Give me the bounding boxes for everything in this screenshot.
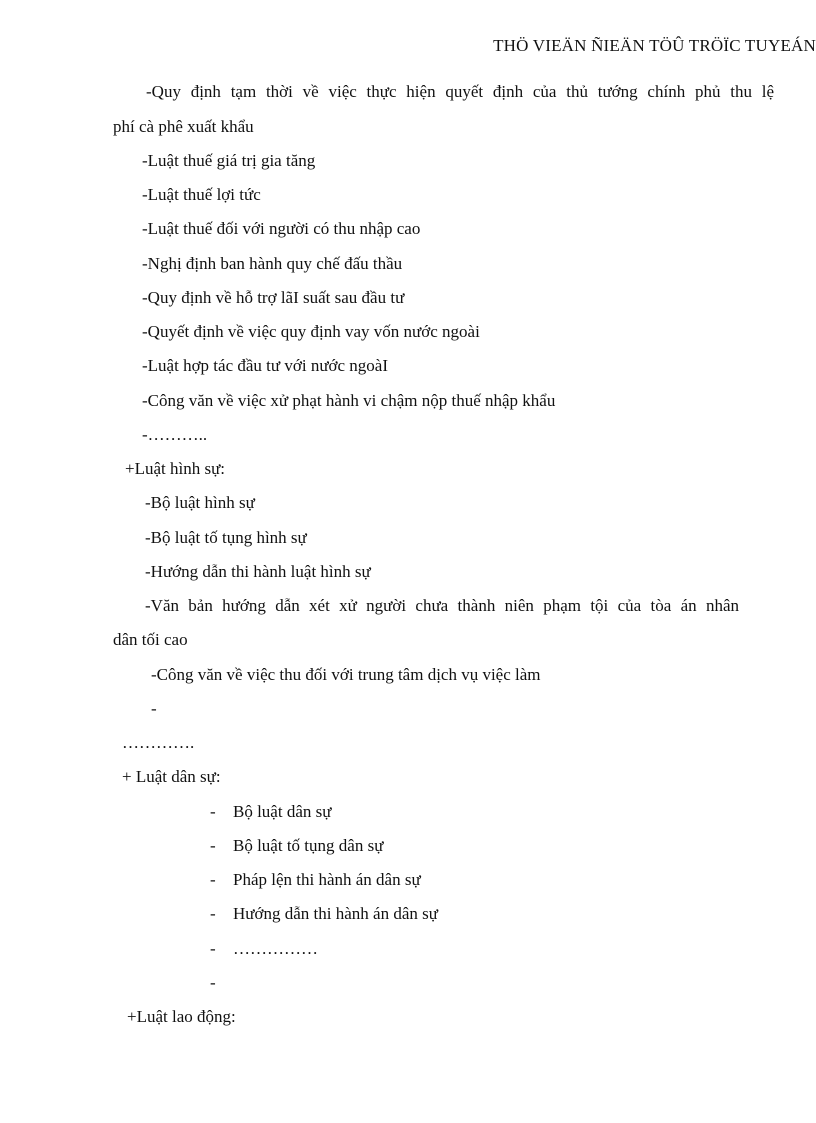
list-item: ……………	[233, 939, 318, 958]
list-item: -Công văn về việc thu đối với trung tâm dịch vụ việc làm	[151, 665, 541, 684]
list-item: Bộ luật tố tụng dân sự	[233, 836, 384, 855]
section-heading: +Luật lao động:	[127, 1007, 236, 1026]
list-item: Bộ luật dân sự	[233, 802, 332, 821]
dash-marker: -	[151, 699, 157, 718]
list-item: -Quy định về hỗ trợ lãI suất sau đầu tư	[142, 288, 405, 307]
paragraph-line: dân tối cao	[113, 630, 188, 649]
paragraph-line: -Văn bản hướng dẫn xét xử người chưa thành niên phạm tội của tòa án nhân	[145, 596, 739, 615]
section-heading: +Luật hình sự:	[125, 459, 226, 478]
list-item: -Luật thuế đối với người có thu nhập cao	[142, 219, 421, 238]
list-item: -Bộ luật tố tụng hình sự	[145, 528, 307, 547]
list-item: -Luật thuế giá trị gia tăng	[142, 151, 316, 170]
paragraph-line: -Quy định tạm thời về việc thực hiện quyết định của thủ tướng chính phủ thu lệ	[146, 82, 774, 101]
bullet-dash: -	[210, 802, 216, 821]
list-item: -Luật hợp tác đầu tư với nước ngoàI	[142, 356, 389, 375]
bullet-dash: -	[210, 904, 216, 923]
list-item: Hướng dẫn thi hành án dân sự	[233, 904, 438, 923]
bullet-dash: -	[210, 973, 216, 992]
list-item: -Quyết định về việc quy định vay vốn nước ngoài	[142, 322, 480, 341]
bullet-dash: -	[210, 870, 216, 889]
bullet-dash: -	[210, 836, 216, 855]
list-item: -Công văn về việc xử phạt hành vi chậm nộp thuế nhập khẩu	[142, 391, 556, 410]
section-heading: + Luật dân sự:	[122, 767, 221, 786]
list-item: -Nghị định ban hành quy chế đấu thầu	[142, 254, 403, 273]
list-item: -Luật thuế lợi tức	[142, 185, 261, 204]
bullet-dash: -	[210, 939, 216, 958]
list-item: -Hướng dẫn thi hành luật hình sự	[145, 562, 371, 581]
page-header: THÖ VIEÄN ÑIEÄN TÖÛ TRÖÏC TUYEÁN	[493, 36, 816, 55]
list-item: -………..	[142, 425, 208, 444]
list-item: Pháp lện thi hành án dân sự	[233, 870, 421, 889]
paragraph-line: phí cà phê xuất khẩu	[113, 117, 254, 136]
ellipsis: ………….	[122, 733, 195, 752]
list-item: -Bộ luật hình sự	[145, 493, 255, 512]
